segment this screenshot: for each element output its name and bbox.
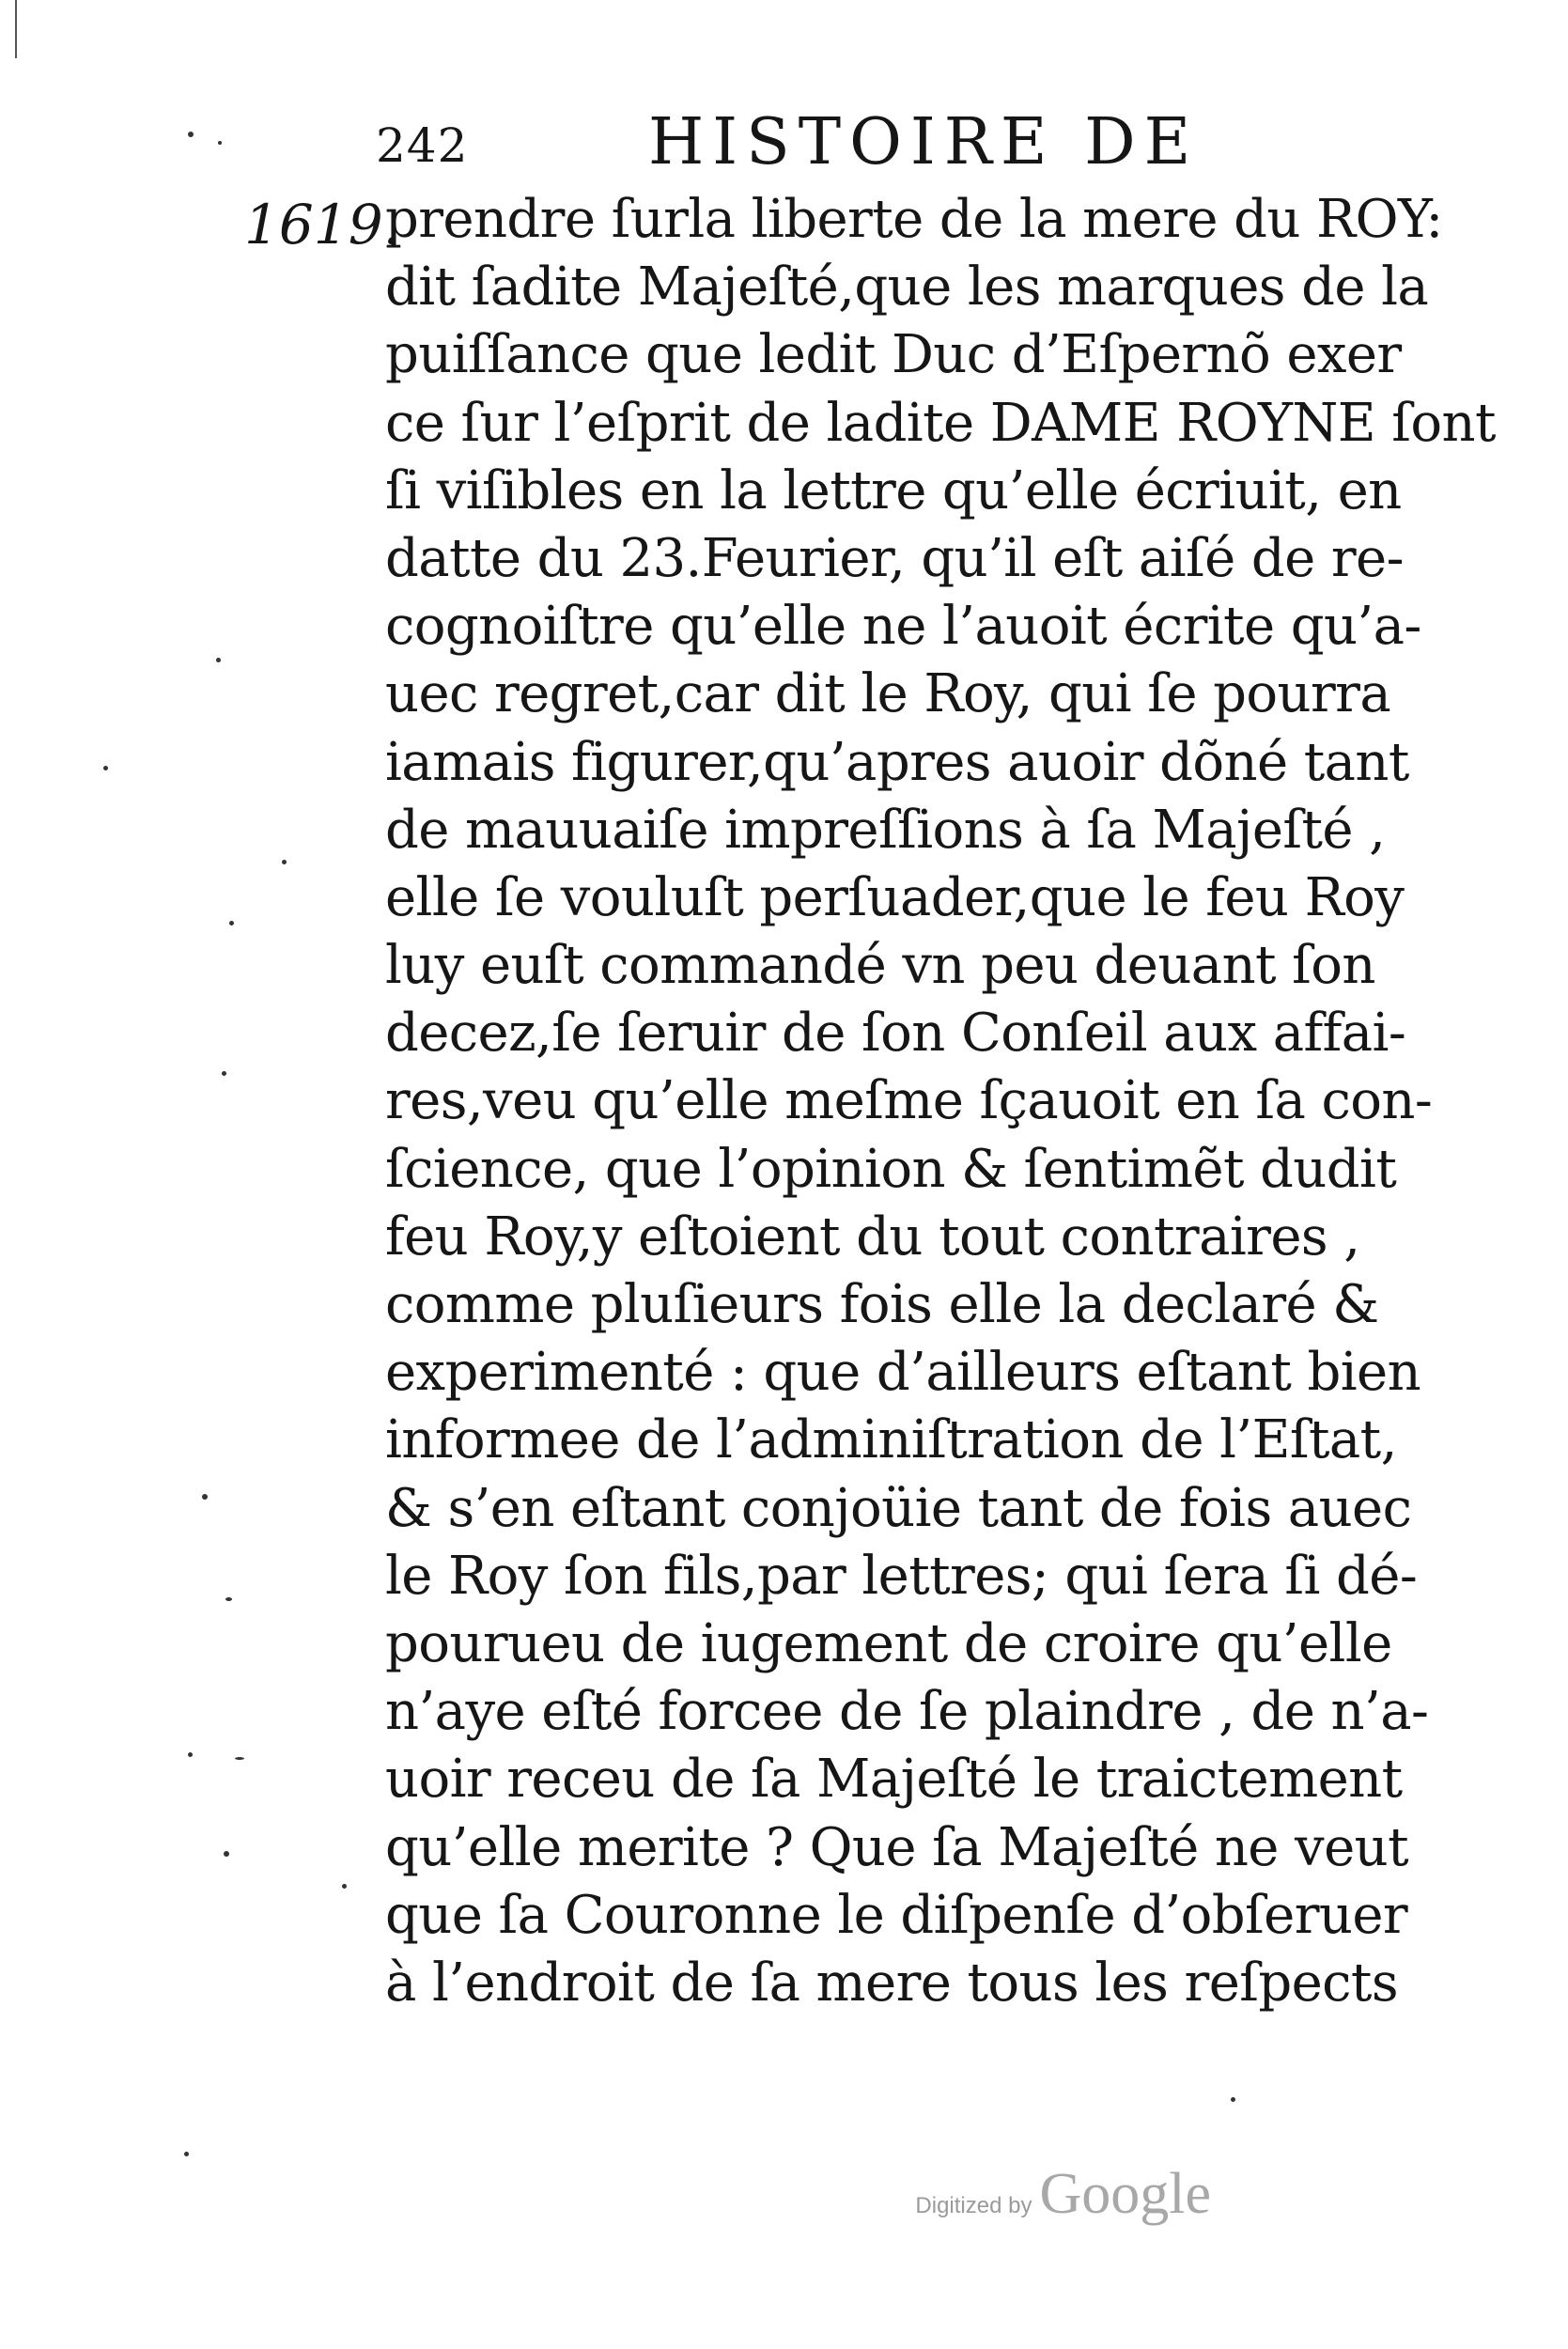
text-line: de mauuaiſe impreſſions à ſa Majeſté , (385, 799, 1386, 861)
text-line: ce ſur l’eſprit de ladite DAME ROYNE ſont (385, 392, 1496, 454)
text-line: luy euſt commandé vn peu deuant ſon (385, 935, 1375, 997)
digitized-by-google-watermark (915, 2161, 1211, 2228)
text-line: qu’elle merite ? Que ſa Majeſté ne veut (385, 1816, 1408, 1878)
text-line: cognoiſtre qu’elle ne l’auoit écrite qu’a- (385, 596, 1421, 658)
text-line: informee de l’adminiſtration de l’Eſtat, (385, 1409, 1397, 1471)
text-line: uoir receu de ſa Majeſté le traictement (385, 1749, 1403, 1811)
text-line: n’aye eſté forcee de ſe plaindre , de n’a- (385, 1681, 1429, 1743)
page-number: 242 (376, 118, 469, 173)
text-line: ſcience, que l’opinion & ſentimẽt dudit (385, 1138, 1397, 1200)
text-line: uec regret,car dit le Roy, qui ſe pourra (385, 663, 1391, 725)
text-line: à l’endroit de ſa mere tous les reſpects (385, 1952, 1398, 2014)
text-line: datte du 23.Feurier, qu’il eſt aiſé de re- (385, 527, 1404, 589)
text-line: iamais figurer,qu’apres auoir dõné tant (385, 731, 1409, 793)
text-line: le Roy ſon fils,par lettres; qui ſera ſi dé- (385, 1545, 1418, 1607)
text-line: ſi viſibles en la lettre qu’elle écriuit, en (385, 459, 1402, 521)
margin-year-note: 1619. (244, 193, 401, 257)
text-line: elle ſe vouluſt perſuader,que le feu Roy (385, 866, 1405, 928)
digitized-by-label: Digitized by (915, 2193, 1032, 2218)
google-logo: Google (1039, 2162, 1211, 2226)
running-title: HISTOIRE DE (648, 105, 1200, 179)
text-line: comme pluſieurs fois elle la declaré & (385, 1274, 1379, 1335)
text-line: dit ſadite Majeſté,que les marques de la (385, 257, 1429, 319)
text-line: prendre ſurla liberte de la mere du ROY: (385, 189, 1443, 250)
page-header (376, 105, 1221, 199)
text-line: feu Roy,y eſtoient du tout contraires , (385, 1206, 1360, 1268)
text-line: & s’en eſtant conjoüie tant de fois auec (385, 1477, 1412, 1539)
text-line: experimenté : que d’ailleurs eſtant bien (385, 1342, 1421, 1404)
body-text (385, 186, 1496, 2017)
text-line: decez,ſe ſeruir de ſon Conſeil aux affai- (385, 1003, 1406, 1065)
text-line: que ſa Couronne le diſpenſe d’obſeruer (385, 1884, 1408, 1946)
text-line: puiſſance que ledit Duc d’Eſpernõ exer (385, 324, 1402, 386)
text-line: res,veu qu’elle meſme ſçauoit en ſa con- (385, 1070, 1433, 1132)
binding-edge (15, 0, 17, 58)
text-line: pourueu de iugement de croire qu’elle (385, 1612, 1392, 1674)
